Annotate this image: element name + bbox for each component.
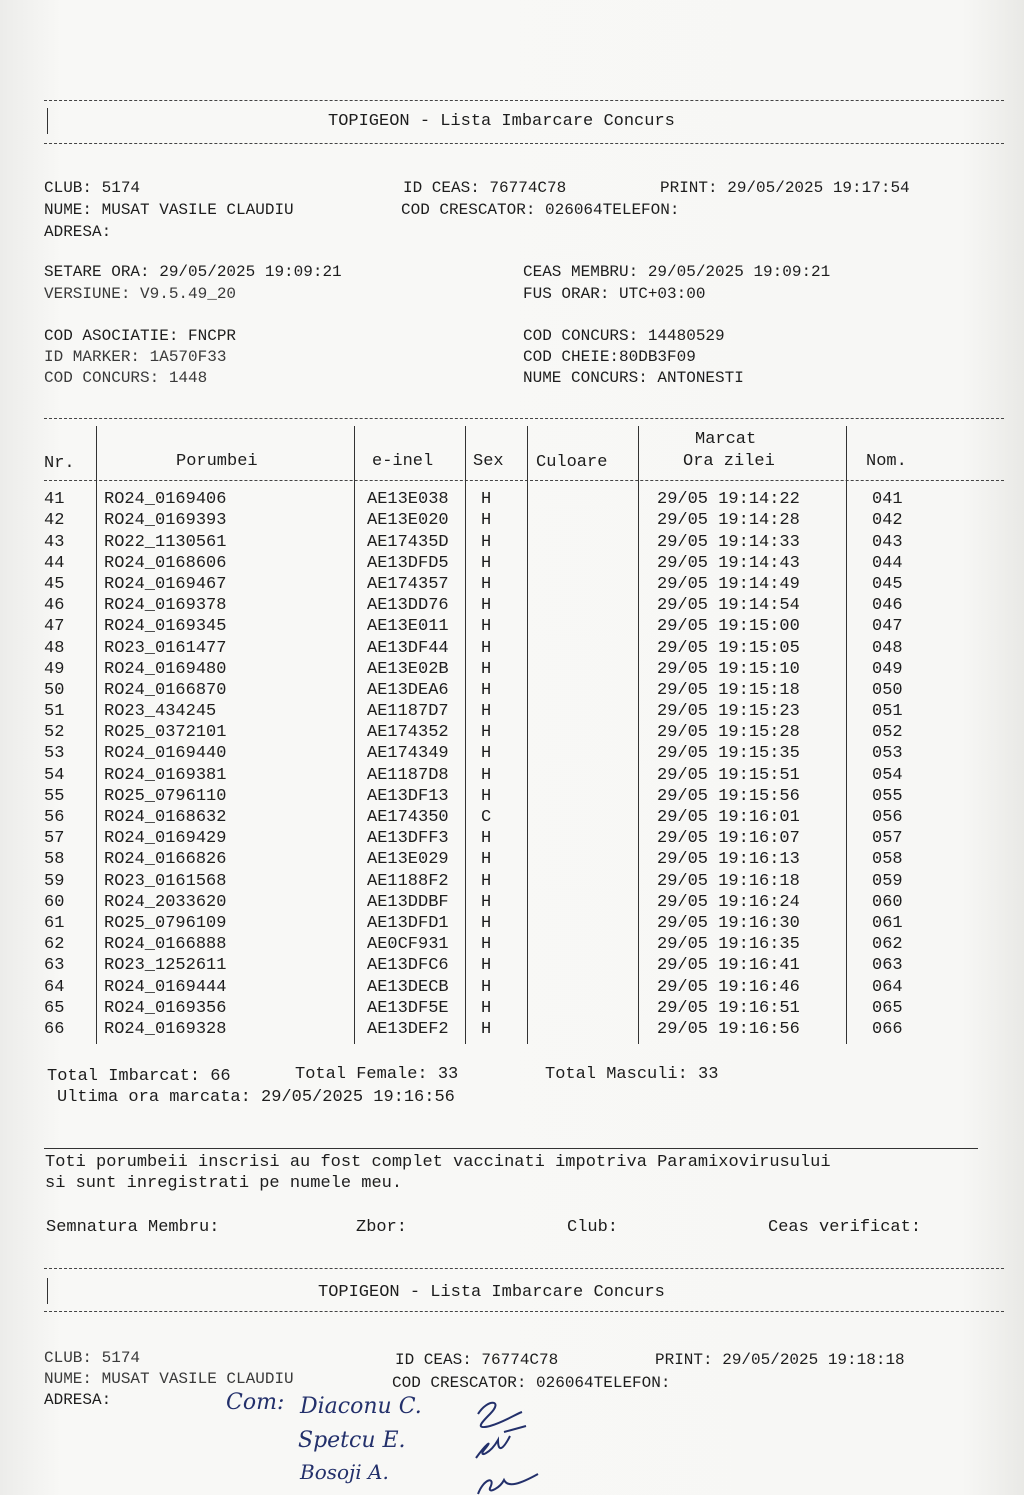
color-cell xyxy=(541,764,652,785)
electronic-ring: AE174350 xyxy=(367,808,449,827)
electronic-ring: AE13E011 xyxy=(367,617,449,637)
color-cell xyxy=(541,1019,652,1040)
sex-cell: H xyxy=(481,998,492,1018)
sex-cell: H xyxy=(481,850,492,870)
sex-cell: H xyxy=(481,744,492,764)
color-cell xyxy=(541,722,652,743)
row-number: 50 xyxy=(44,680,65,700)
electronic-ring: AE17435D xyxy=(367,532,449,552)
marked-time: 29/05 19:14:22 xyxy=(657,490,800,510)
row-number: 65 xyxy=(44,998,65,1018)
color-cell xyxy=(541,828,652,849)
handwritten-name-2: Spetcu E. xyxy=(298,1428,406,1453)
association-code: COD ASOCIATIE: FNCPR xyxy=(44,327,237,345)
row-number: 63 xyxy=(44,956,65,976)
key-code: COD CHEIE:80DB3F09 xyxy=(523,348,696,366)
marked-time: 29/05 19:15:18 xyxy=(657,680,800,700)
marked-time: 29/05 19:15:00 xyxy=(657,617,800,637)
contest-code: COD CONCURS: 1448 xyxy=(44,369,208,387)
page-title: TOPIGEON - Lista Imbarcare Concurs xyxy=(328,112,675,131)
sex-cell: H xyxy=(481,680,492,700)
electronic-ring: AE174352 xyxy=(367,723,449,743)
table-row xyxy=(44,913,903,934)
table-row xyxy=(44,510,903,531)
pigeon-ring: RO24_0169328 xyxy=(104,1019,227,1039)
sex-cell: H xyxy=(481,786,492,806)
pigeon-ring: RO24_0169356 xyxy=(104,998,227,1018)
sex-cell: H xyxy=(481,1019,492,1039)
header-left-bar xyxy=(47,108,48,134)
color-cell xyxy=(541,955,652,976)
electronic-ring: AE13DFC6 xyxy=(367,956,449,976)
marked-time: 29/05 19:15:35 xyxy=(657,744,800,764)
declaration-line-1: Toti porumbeii inscrisi au fost complet vaccinati impotriva Paramixovirusului xyxy=(45,1153,831,1172)
table-row xyxy=(44,531,903,552)
electronic-ring: AE13DEA6 xyxy=(367,680,449,700)
nomination-cell: 066 xyxy=(872,1019,903,1039)
sex-cell: H xyxy=(481,956,492,976)
color-cell xyxy=(541,637,652,658)
marked-time: 29/05 19:14:49 xyxy=(657,574,800,594)
flight-label: Zbor: xyxy=(356,1218,408,1237)
pigeon-ring: RO24_0166826 xyxy=(104,850,227,870)
col-header-porumbei: Porumbei xyxy=(176,452,258,471)
pigeon-ring: RO25_0372101 xyxy=(104,723,227,743)
pigeon-ring: RO24_0169393 xyxy=(104,511,227,531)
electronic-ring: AE174357 xyxy=(367,574,449,594)
color-cell xyxy=(541,489,652,510)
pigeon-ring: RO24_0168632 xyxy=(104,808,227,827)
row-number: 46 xyxy=(44,596,65,616)
pigeon-ring: RO24_0166888 xyxy=(104,935,227,955)
member-clock: CEAS MEMBRU: 29/05/2025 19:09:21 xyxy=(523,263,831,281)
color-cell xyxy=(541,680,652,701)
color-cell xyxy=(541,574,652,595)
nomination-cell: 055 xyxy=(872,786,903,806)
row-number: 48 xyxy=(44,638,65,658)
electronic-ring: AE13E029 xyxy=(367,850,449,870)
nomination-cell: 041 xyxy=(872,490,903,510)
footer-left-bar xyxy=(47,1278,48,1304)
nomination-cell: 051 xyxy=(872,702,903,722)
pigeon-ring: RO22_1130561 xyxy=(104,532,227,552)
row-number: 58 xyxy=(44,850,65,870)
timezone: FUS ORAR: UTC+03:00 xyxy=(523,285,706,303)
row-number: 47 xyxy=(44,617,65,637)
electronic-ring: AE13DECB xyxy=(367,977,449,997)
marked-time: 29/05 19:14:28 xyxy=(657,511,800,531)
row-number: 49 xyxy=(44,659,65,679)
member-signature-label: Semnatura Membru: xyxy=(46,1218,220,1237)
sex-cell: H xyxy=(481,511,492,531)
nomination-cell: 052 xyxy=(872,723,903,743)
handwritten-signatures xyxy=(460,1392,550,1495)
sex-cell: H xyxy=(481,638,492,658)
marked-time: 29/05 19:16:07 xyxy=(657,829,800,849)
electronic-ring: AE13DF5E xyxy=(367,998,449,1018)
pigeon-ring: RO24_0169345 xyxy=(104,617,227,637)
marked-time: 29/05 19:16:35 xyxy=(657,935,800,955)
color-cell xyxy=(541,807,652,828)
color-cell xyxy=(541,934,652,955)
handwritten-name-1: Diaconu C. xyxy=(300,1394,422,1419)
marked-time: 29/05 19:16:18 xyxy=(657,871,800,891)
electronic-ring: AE13DDBF xyxy=(367,892,449,912)
nomination-cell: 054 xyxy=(872,765,903,785)
marked-time: 29/05 19:16:24 xyxy=(657,892,800,912)
address-label: ADRESA: xyxy=(44,223,112,241)
table-row xyxy=(44,701,903,722)
row-number: 43 xyxy=(44,532,65,552)
footer-print-datetime: PRINT: 29/05/2025 19:18:18 xyxy=(655,1351,905,1369)
clock-id: ID CEAS: 76774C78 xyxy=(403,179,567,197)
col-header-nom: Nom. xyxy=(866,452,907,471)
marked-time: 29/05 19:15:10 xyxy=(657,659,800,679)
nomination-cell: 053 xyxy=(872,744,903,764)
row-number: 51 xyxy=(44,702,65,722)
nomination-cell: 045 xyxy=(872,574,903,594)
col-header-marcat: Marcat xyxy=(695,430,757,449)
nomination-cell: 056 xyxy=(872,808,903,827)
marked-time: 29/05 19:15:23 xyxy=(657,702,800,722)
color-cell xyxy=(541,595,652,616)
row-number: 56 xyxy=(44,808,65,827)
nomination-cell: 059 xyxy=(872,871,903,891)
footer-bottom-rule xyxy=(44,1311,1004,1312)
nomination-cell: 057 xyxy=(872,829,903,849)
footer-club: CLUB: 5174 xyxy=(44,1349,141,1367)
handwritten-name-3: Bosoji A. xyxy=(300,1460,389,1484)
table-header-rule xyxy=(44,480,1004,481)
sex-cell: H xyxy=(481,723,492,743)
row-number: 42 xyxy=(44,511,65,531)
boarding-table xyxy=(44,489,903,1040)
table-row xyxy=(44,722,903,743)
marked-time: 29/05 19:16:30 xyxy=(657,913,800,933)
col-header-ora: Ora zilei xyxy=(683,452,775,471)
row-number: 54 xyxy=(44,765,65,785)
marked-time: 29/05 19:16:41 xyxy=(657,956,800,976)
sex-cell: H xyxy=(481,871,492,891)
col-header-culoare: Culoare xyxy=(536,453,608,472)
pigeon-ring: RO24_0169406 xyxy=(104,490,227,510)
contest-code-full: COD CONCURS: 14480529 xyxy=(523,327,725,345)
sex-cell: H xyxy=(481,935,492,955)
table-row xyxy=(44,807,903,828)
color-cell xyxy=(541,870,652,891)
pigeon-ring: RO24_0169381 xyxy=(104,765,227,785)
marked-time: 29/05 19:15:51 xyxy=(657,765,800,785)
nomination-cell: 060 xyxy=(872,892,903,912)
pigeon-ring: RO24_0169378 xyxy=(104,596,227,616)
nomination-cell: 042 xyxy=(872,511,903,531)
pigeon-ring: RO24_0169480 xyxy=(104,659,227,679)
footer-top-rule xyxy=(44,1268,1004,1269)
nomination-cell: 048 xyxy=(872,638,903,658)
nomination-cell: 064 xyxy=(872,977,903,997)
sex-cell: H xyxy=(481,659,492,679)
electronic-ring: AE0CF931 xyxy=(367,935,449,955)
table-row xyxy=(44,934,903,955)
row-number: 57 xyxy=(44,829,65,849)
electronic-ring: AE13E020 xyxy=(367,511,449,531)
electronic-ring: AE1187D7 xyxy=(367,702,449,722)
row-number: 52 xyxy=(44,723,65,743)
electronic-ring: AE13DF13 xyxy=(367,786,449,806)
table-row xyxy=(44,1019,903,1040)
col-header-einel: e-inel xyxy=(372,452,434,471)
table-row xyxy=(44,955,903,976)
color-cell xyxy=(541,701,652,722)
marked-time: 29/05 19:16:01 xyxy=(657,808,800,827)
electronic-ring: AE13DF44 xyxy=(367,638,449,658)
table-top-rule xyxy=(44,418,1004,419)
table-row xyxy=(44,616,903,637)
color-cell xyxy=(541,553,652,574)
contest-name: NUME CONCURS: ANTONESTI xyxy=(523,369,744,387)
nomination-cell: 065 xyxy=(872,998,903,1018)
pigeon-ring: RO23_0161477 xyxy=(104,638,227,658)
color-cell xyxy=(541,531,652,552)
electronic-ring: AE13E038 xyxy=(367,490,449,510)
col-header-nr: Nr. xyxy=(44,454,75,473)
header-bottom-rule xyxy=(44,143,1004,144)
nomination-cell: 062 xyxy=(872,935,903,955)
color-cell xyxy=(541,786,652,807)
footer-breeder-code: COD CRESCATOR: 026064TELEFON: xyxy=(392,1374,671,1392)
declaration-rule xyxy=(44,1148,978,1149)
table-row xyxy=(44,976,903,997)
footer-member-name: NUME: MUSAT VASILE CLAUDIU xyxy=(44,1370,294,1388)
pigeon-ring: RO24_0169467 xyxy=(104,574,227,594)
nomination-cell: 046 xyxy=(872,596,903,616)
marker-id: ID MARKER: 1A570F33 xyxy=(44,348,227,366)
last-marked-time: Ultima ora marcata: 29/05/2025 19:16:56 xyxy=(57,1088,455,1107)
color-cell xyxy=(541,849,652,870)
sex-cell: H xyxy=(481,596,492,616)
total-male: Total Masculi: 33 xyxy=(545,1065,719,1084)
sex-cell: H xyxy=(481,490,492,510)
table-row xyxy=(44,489,903,510)
pigeon-ring: RO23_0161568 xyxy=(104,871,227,891)
marked-time: 29/05 19:14:54 xyxy=(657,596,800,616)
footer-title: TOPIGEON - Lista Imbarcare Concurs xyxy=(318,1283,665,1302)
electronic-ring: AE1187D8 xyxy=(367,765,449,785)
electronic-ring: AE1188F2 xyxy=(367,871,449,891)
marked-time: 29/05 19:16:51 xyxy=(657,998,800,1018)
table-row xyxy=(44,574,903,595)
footer-clock-id: ID CEAS: 76774C78 xyxy=(395,1351,559,1369)
table-row xyxy=(44,998,903,1019)
total-boarded: Total Imbarcat: 66 xyxy=(47,1067,231,1086)
table-row xyxy=(44,553,903,574)
nomination-cell: 050 xyxy=(872,680,903,700)
marked-time: 29/05 19:16:13 xyxy=(657,850,800,870)
pigeon-ring: RO24_0166870 xyxy=(104,680,227,700)
time-setting: SETARE ORA: 29/05/2025 19:09:21 xyxy=(44,263,342,281)
marked-time: 29/05 19:15:05 xyxy=(657,638,800,658)
row-number: 41 xyxy=(44,490,65,510)
pigeon-ring: RO24_2033620 xyxy=(104,892,227,912)
col-header-sex: Sex xyxy=(473,452,504,471)
sex-cell: H xyxy=(481,617,492,637)
pigeon-ring: RO23_1252611 xyxy=(104,956,227,976)
nomination-cell: 049 xyxy=(872,659,903,679)
marked-time: 29/05 19:16:46 xyxy=(657,977,800,997)
table-row xyxy=(44,743,903,764)
nomination-cell: 058 xyxy=(872,850,903,870)
table-row xyxy=(44,637,903,658)
sex-cell: H xyxy=(481,913,492,933)
sex-cell: H xyxy=(481,574,492,594)
row-number: 53 xyxy=(44,744,65,764)
total-female: Total Female: 33 xyxy=(295,1065,459,1084)
pigeon-ring: RO25_0796110 xyxy=(104,786,227,806)
header-top-rule xyxy=(44,100,1004,101)
row-number: 62 xyxy=(44,935,65,955)
nomination-cell: 044 xyxy=(872,553,903,573)
clock-verified-label: Ceas verificat: xyxy=(768,1218,922,1237)
color-cell xyxy=(541,659,652,680)
sex-cell: H xyxy=(481,977,492,997)
table-row xyxy=(44,595,903,616)
breeder-code: COD CRESCATOR: 026064TELEFON: xyxy=(401,201,680,219)
nomination-cell: 047 xyxy=(872,617,903,637)
table-row xyxy=(44,680,903,701)
marked-time: 29/05 19:14:33 xyxy=(657,532,800,552)
member-name: NUME: MUSAT VASILE CLAUDIU xyxy=(44,201,294,219)
table-row xyxy=(44,870,903,891)
nomination-cell: 061 xyxy=(872,913,903,933)
row-number: 45 xyxy=(44,574,65,594)
print-datetime: PRINT: 29/05/2025 19:17:54 xyxy=(660,179,910,197)
color-cell xyxy=(541,913,652,934)
electronic-ring: AE13DD76 xyxy=(367,596,449,616)
color-cell xyxy=(541,998,652,1019)
pigeon-ring: RO23_434245 xyxy=(104,702,217,722)
color-cell xyxy=(541,892,652,913)
footer-address-label: ADRESA: xyxy=(44,1391,112,1409)
handwritten-com: Com: xyxy=(226,1390,285,1415)
electronic-ring: AE13DFD1 xyxy=(367,913,449,933)
marked-time: 29/05 19:15:28 xyxy=(657,723,800,743)
row-number: 44 xyxy=(44,553,65,573)
pigeon-ring: RO25_0796109 xyxy=(104,913,227,933)
table-row xyxy=(44,849,903,870)
table-row xyxy=(44,892,903,913)
pigeon-ring: RO24_0168606 xyxy=(104,553,227,573)
electronic-ring: AE13DEF2 xyxy=(367,1019,449,1039)
table-row xyxy=(44,828,903,849)
club-label: Club: xyxy=(567,1218,619,1237)
pigeon-ring: RO24_0169429 xyxy=(104,829,227,849)
row-number: 61 xyxy=(44,913,65,933)
electronic-ring: AE13DFF3 xyxy=(367,829,449,849)
pigeon-ring: RO24_0169444 xyxy=(104,977,227,997)
color-cell xyxy=(541,616,652,637)
sex-cell: H xyxy=(481,532,492,552)
table-row xyxy=(44,786,903,807)
row-number: 55 xyxy=(44,786,65,806)
sex-cell: H xyxy=(481,829,492,849)
version: VERSIUNE: V9.5.49_20 xyxy=(44,285,237,303)
club-number: CLUB: 5174 xyxy=(44,179,141,197)
row-number: 59 xyxy=(44,871,65,891)
row-number: 64 xyxy=(44,977,65,997)
pigeon-ring: RO24_0169440 xyxy=(104,744,227,764)
electronic-ring: AE13DFD5 xyxy=(367,553,449,573)
table-row xyxy=(44,659,903,680)
row-number: 66 xyxy=(44,1019,65,1039)
marked-time: 29/05 19:14:43 xyxy=(657,553,800,573)
row-number: 60 xyxy=(44,892,65,912)
electronic-ring: AE13E02B xyxy=(367,659,449,679)
sex-cell: C xyxy=(481,808,492,827)
sex-cell: H xyxy=(481,892,492,912)
color-cell xyxy=(541,743,652,764)
color-cell xyxy=(541,976,652,997)
sex-cell: H xyxy=(481,702,492,722)
color-cell xyxy=(541,510,652,531)
nomination-cell: 043 xyxy=(872,532,903,552)
table-row xyxy=(44,764,903,785)
declaration-line-2: si sunt inregistrati pe numele meu. xyxy=(45,1174,403,1193)
electronic-ring: AE174349 xyxy=(367,744,449,764)
marked-time: 29/05 19:16:56 xyxy=(657,1019,800,1039)
marked-time: 29/05 19:15:56 xyxy=(657,786,800,806)
sex-cell: H xyxy=(481,553,492,573)
nomination-cell: 063 xyxy=(872,956,903,976)
sex-cell: H xyxy=(481,765,492,785)
